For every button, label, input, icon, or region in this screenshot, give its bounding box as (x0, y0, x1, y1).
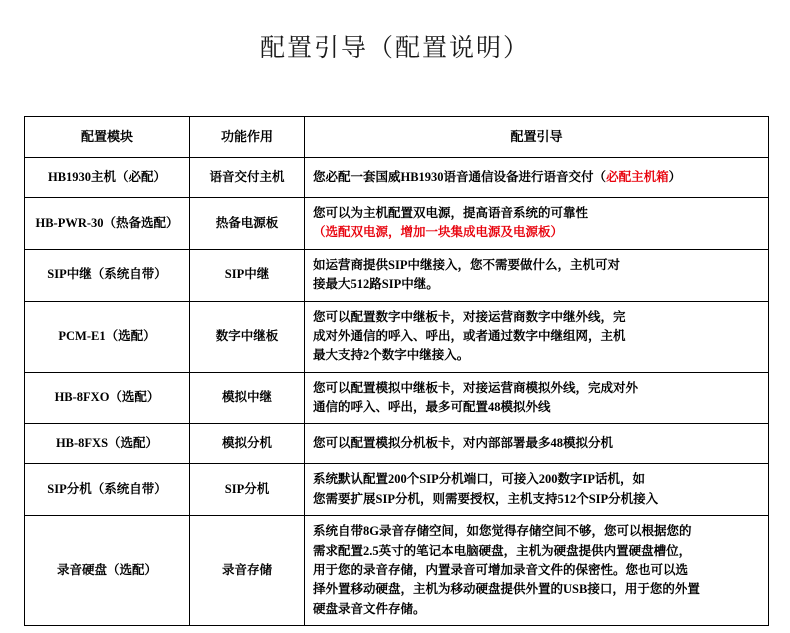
guide-line (313, 580, 760, 599)
guide-line (313, 542, 760, 561)
config-table (24, 116, 769, 626)
cell-guide (305, 516, 769, 626)
guide-line-text: 择外置移动硬盘，主机为移动硬盘提供外置的USB接口，用于您的外置 (313, 582, 700, 597)
table-body (25, 158, 769, 626)
guide-line (313, 346, 760, 365)
table-row (25, 424, 769, 464)
guide-line-text: 如运营商提供SIP中继接入，您不需要做什么，主机可对 (313, 257, 620, 272)
guide-line-emphasis: 必配主机箱 (606, 169, 669, 184)
cell-module: PCM-E1（选配） (25, 301, 190, 372)
table-row (25, 516, 769, 626)
page-title: 配置引导（配置说明） (259, 35, 530, 62)
cell-function: SIP中继 (190, 249, 305, 301)
guide-line-text: 用于您的录音存储，内置录音可增加录音文件的保密性。您也可以选 (313, 562, 689, 577)
guide-line-text: 硬盘录音文件存储。 (313, 601, 426, 616)
table-row (25, 464, 769, 516)
guide-line-text: 您可以配置数字中继板卡，对接运营商数字中继外线，完 (313, 309, 626, 324)
guide-line-text: 需求配置2.5英寸的笔记本电脑硬盘，主机为硬盘提供内置硬盘槽位， (313, 543, 692, 558)
cell-function: 数字中继板 (190, 301, 305, 372)
guide-line (313, 561, 760, 580)
table-row (25, 372, 769, 424)
guide-line-text: 您可以配置模拟中继板卡，对接运营商模拟外线，完成对外 (313, 380, 639, 395)
cell-guide (305, 158, 769, 198)
guide-line (313, 223, 760, 242)
guide-line (313, 398, 760, 417)
guide-line-text: 系统自带8G录音存储空间，如您觉得存储空间不够，您可以根据您的 (313, 524, 692, 539)
cell-module: HB-PWR-30（热备选配） (25, 198, 190, 250)
guide-line (313, 168, 760, 187)
guide-line (313, 308, 760, 327)
guide-line-text: 系统默认配置200个SIP分机端口，可接入200数字IP话机，如 (313, 472, 645, 487)
table-header-row (25, 117, 769, 158)
table-row (25, 198, 769, 250)
guide-line-text: 您可以配置模拟分机板卡，对内部部署最多48模拟分机 (313, 436, 614, 451)
guide-line (313, 434, 760, 453)
guide-line (313, 204, 760, 223)
column-header-function: 功能作用 (190, 117, 305, 158)
guide-line (313, 379, 760, 398)
cell-guide (305, 464, 769, 516)
cell-guide (305, 424, 769, 464)
cell-function: 模拟分机 (190, 424, 305, 464)
cell-module: SIP中继（系统自带） (25, 249, 190, 301)
cell-function: SIP分机 (190, 464, 305, 516)
guide-line (313, 600, 760, 619)
guide-line-text: 最大支持2个数字中继接入。 (313, 348, 470, 363)
guide-line-tail: ） (668, 169, 682, 184)
table-row (25, 249, 769, 301)
cell-guide (305, 301, 769, 372)
cell-module: 录音硬盘（选配） (25, 516, 190, 626)
guide-line-text: 您需要扩展SIP分机，则需要授权，主机支持512个SIP分机接入 (313, 491, 659, 506)
cell-function: 模拟中继 (190, 372, 305, 424)
guide-line (313, 470, 760, 489)
guide-line-text: 您必配一套国威HB1930语音通信设备进行语音交付（ (313, 169, 607, 184)
table-row (25, 158, 769, 198)
cell-function: 录音存储 (190, 516, 305, 626)
guide-line (313, 256, 760, 275)
guide-line (313, 327, 760, 346)
guide-line-text: 成对外通信的呼入、呼出，或者通过数字中继组网，主机 (313, 328, 626, 343)
guide-line (313, 490, 760, 509)
config-table-container (24, 116, 768, 626)
guide-line (313, 522, 760, 541)
cell-module: HB1930主机（必配） (25, 158, 190, 198)
table-row (25, 301, 769, 372)
cell-guide (305, 249, 769, 301)
cell-guide (305, 372, 769, 424)
column-header-guide: 配置引导 (305, 117, 769, 158)
cell-module: SIP分机（系统自带） (25, 464, 190, 516)
cell-function: 热备电源板 (190, 198, 305, 250)
cell-guide (305, 198, 769, 250)
guide-line-text: （选配双电源，增加一块集成电源及电源板） (313, 225, 564, 240)
cell-function: 语音交付主机 (190, 158, 305, 198)
guide-line (313, 275, 760, 294)
cell-module: HB-8FXO（选配） (25, 372, 190, 424)
guide-line-text: 接最大512路SIP中继。 (313, 277, 439, 292)
guide-line-text: 通信的呼入、呼出，最多可配置48模拟外线 (313, 400, 551, 414)
cell-module: HB-8FXS（选配） (25, 424, 190, 464)
guide-line-text: 您可以为主机配置双电源，提高语音系统的可靠性 (313, 206, 589, 220)
column-header-module: 配置模块 (25, 117, 190, 158)
